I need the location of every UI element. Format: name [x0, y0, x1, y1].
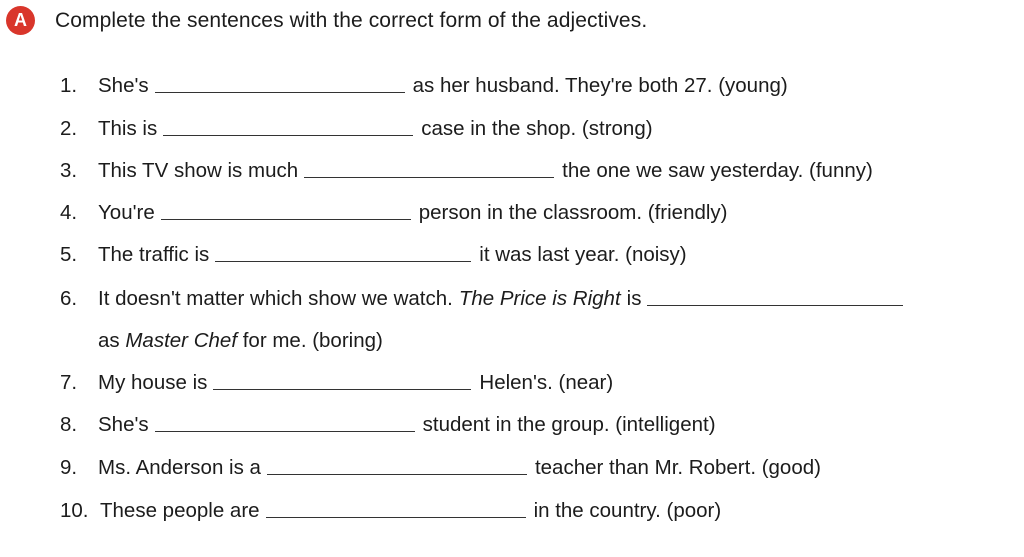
- sentence-text-after: Helen's. (near): [479, 371, 614, 394]
- answer-blank-5[interactable]: [215, 260, 471, 262]
- item-number: 6.: [60, 287, 78, 310]
- sentence-text-before: My house is: [98, 371, 208, 394]
- sentence-text-after: it was last year. (noisy): [479, 243, 687, 266]
- sentence-text-before: She's: [98, 74, 149, 97]
- sentence-item-1: [60, 74, 788, 98]
- item-number: 2.: [60, 117, 78, 140]
- sentence-item-7: [60, 371, 613, 395]
- item-number: 10.: [60, 499, 89, 522]
- answer-blank-7[interactable]: [213, 388, 471, 390]
- sentence-item-4: [60, 201, 728, 225]
- item-number: 4.: [60, 201, 78, 224]
- sentence-item-3: [60, 159, 873, 183]
- answer-blank-8[interactable]: [155, 430, 415, 432]
- sentence-text-before: It doesn't matter which show we watch.: [98, 287, 453, 310]
- answer-blank-3[interactable]: [304, 176, 554, 178]
- sentence-text-mid: is: [626, 287, 642, 310]
- answer-blank-1[interactable]: [155, 91, 405, 93]
- sentence-item-9: [60, 456, 821, 480]
- sentence-item-10: [60, 499, 721, 523]
- instruction-text: Complete the sentences with the correct form of the adjectives.: [55, 8, 648, 32]
- sentence-text-before: This is: [98, 117, 158, 140]
- answer-blank-10[interactable]: [266, 516, 526, 518]
- sentence-text-after: teacher than Mr. Robert. (good): [534, 456, 821, 479]
- sentence-text-cont-after: for me. (boring): [242, 329, 383, 352]
- sentence-text-after: as her husband. They're both 27. (young): [412, 74, 788, 97]
- item-number: 3.: [60, 159, 78, 182]
- item-number: 1.: [60, 74, 78, 97]
- sentence-item-2: [60, 117, 653, 141]
- sentence-text-after: case in the shop. (strong): [421, 117, 653, 140]
- exercise-header: [6, 6, 647, 35]
- sentence-text-after: in the country. (poor): [533, 499, 722, 522]
- sentence-text-before: Ms. Anderson is a: [98, 456, 261, 479]
- sentence-text-after: the one we saw yesterday. (funny): [562, 159, 873, 182]
- item-number: 5.: [60, 243, 78, 266]
- sentence-text-before: These people are: [100, 499, 260, 522]
- answer-blank-6[interactable]: [647, 304, 903, 306]
- answer-blank-9[interactable]: [267, 473, 527, 475]
- exercise-badge: A: [6, 6, 35, 35]
- sentence-text-cont-before: as: [98, 329, 120, 352]
- sentence-text-after: student in the group. (intelligent): [422, 413, 716, 436]
- sentence-text-before: She's: [98, 413, 149, 436]
- answer-blank-2[interactable]: [163, 134, 413, 136]
- sentence-text-before: The traffic is: [98, 243, 210, 266]
- show-title: Master Chef: [125, 329, 238, 352]
- sentence-item-6-continuation: [98, 329, 383, 353]
- sentence-text-after: person in the classroom. (friendly): [418, 201, 728, 224]
- item-number: 8.: [60, 413, 78, 436]
- sentence-item-6: [60, 287, 911, 311]
- answer-blank-4[interactable]: [161, 218, 411, 220]
- sentence-text-before: This TV show is much: [98, 159, 299, 182]
- sentence-item-5: [60, 243, 687, 267]
- show-title: The Price is Right: [458, 287, 621, 310]
- sentence-item-8: [60, 413, 716, 437]
- sentence-text-before: You're: [98, 201, 155, 224]
- item-number: 9.: [60, 456, 78, 479]
- item-number: 7.: [60, 371, 78, 394]
